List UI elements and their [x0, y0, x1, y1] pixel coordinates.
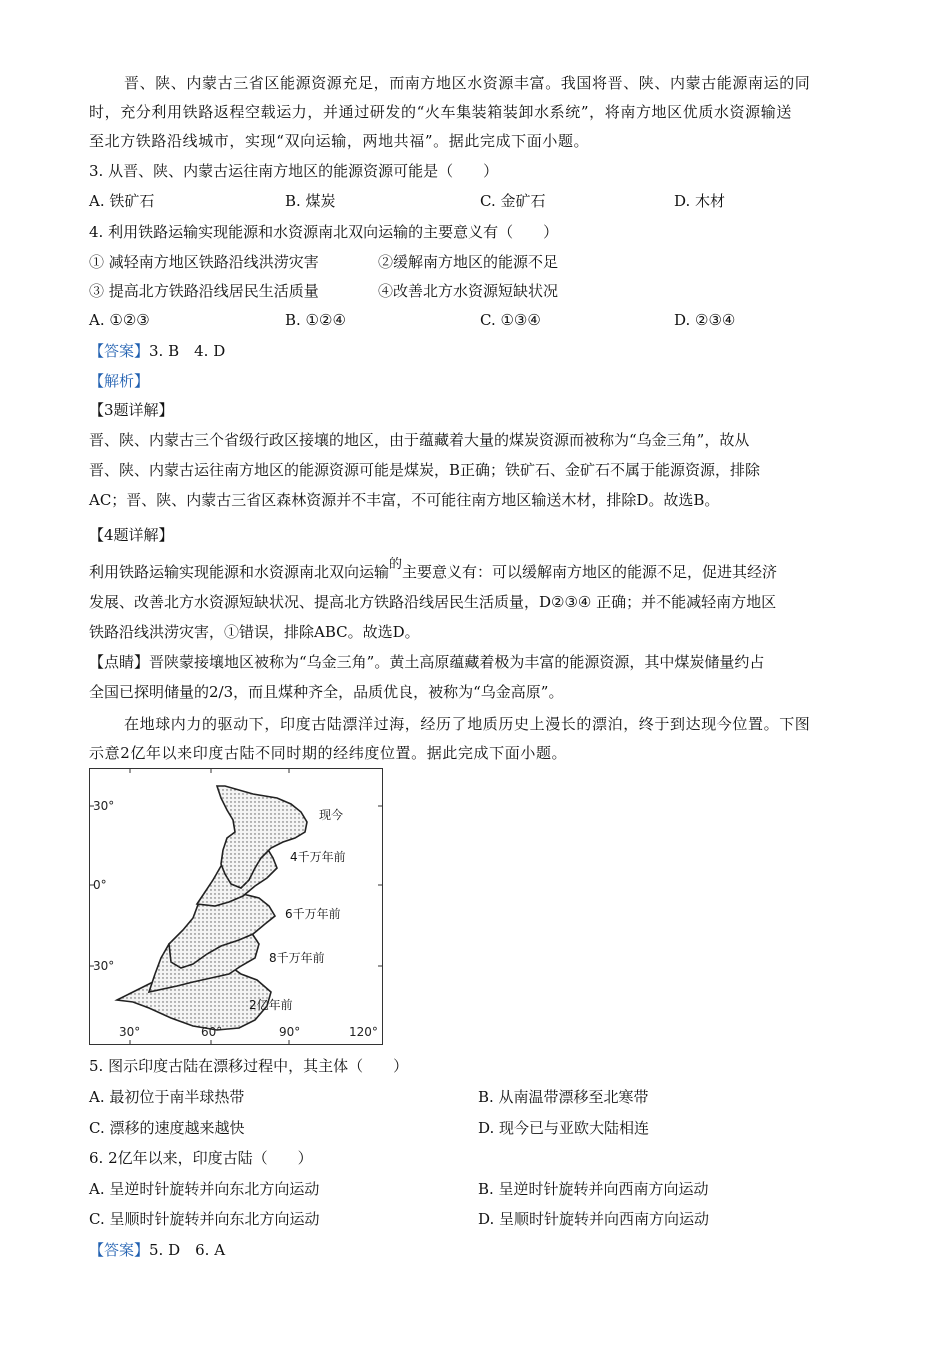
q3-stem: 3. 从晋、陕、内蒙古运往南方地区的能源资源可能是（ ）: [89, 162, 499, 180]
tip-line2: 全国已探明储量的2/3，而且煤种齐全，品质优良，被称为“乌金高原”。: [89, 683, 564, 701]
q4-option-b: B. ①②④: [285, 311, 346, 329]
q4-statement-1: ① 减轻南方地区铁路沿线洪涝灾害: [89, 253, 319, 271]
answer-tag-2: 【答案】: [89, 1241, 150, 1259]
q4-option-d: D. ②③④: [674, 311, 736, 329]
india-drift-map: [89, 768, 383, 1045]
detail4-stray-char: 的: [389, 557, 403, 572]
intro2-line2: 示意2亿年以来印度古陆不同时期的经纬度位置。据此完成下面小题。: [89, 744, 568, 762]
q4-statement-3: ③ 提高北方铁路沿线居民生活质量: [89, 282, 319, 300]
y-tick-0: 0°: [93, 878, 107, 892]
x-tick-120e: 120°: [349, 1025, 378, 1039]
q5-stem: 5. 图示印度古陆在漂移过程中，其主体（ ）: [89, 1057, 409, 1075]
q5-option-c: C. 漂移的速度越来越快: [89, 1119, 245, 1137]
x-tick-90e: 90°: [279, 1025, 301, 1039]
q3-option-a: A. 铁矿石: [89, 192, 155, 210]
q6-option-a: A. 呈逆时针旋转并向东北方向运动: [89, 1180, 320, 1198]
q5-option-b: B. 从南温带漂移至北寒带: [478, 1088, 649, 1106]
q4-option-a: A. ①②③: [89, 311, 150, 329]
q4-option-c: C. ①③④: [480, 311, 541, 329]
q3-option-b: B. 煤炭: [285, 192, 336, 210]
detail4-line3: 铁路沿线洪涝灾害，①错误，排除ABC。故选D。: [89, 623, 420, 641]
q3-option-c: C. 金矿石: [480, 192, 546, 210]
label-40ma: 4千万年前: [290, 850, 346, 864]
intro1-line2: 时，充分利用铁路返程空载运力，并通过研发的“火车集装箱装卸水系统”，将南方地区优质水资源输送: [89, 103, 792, 121]
q3-option-d: D. 木材: [674, 192, 726, 210]
answer-tag: 【答案】: [89, 342, 150, 360]
detail3-line2: 晋、陕、内蒙古运往南方地区的能源资源可能是煤炭，B正确；铁矿石、金矿石不属于能源资源，排除: [89, 461, 761, 479]
intro1-line3: 至北方铁路沿线城市，实现“双向运输，两地共福”。据此完成下面小题。: [89, 132, 590, 150]
detail4-title: 【4题详解】: [89, 526, 174, 544]
x-tick-30e: 30°: [119, 1025, 141, 1039]
q5-option-d: D. 现今已与亚欧大陆相连: [478, 1119, 650, 1137]
detail4-line1-part2: 主要意义有：可以缓解南方地区的能源不足，促进其经济: [402, 563, 778, 581]
tip-tag: 【点睛】: [89, 653, 150, 671]
q4-statement-4: ④改善北方水资源短缺状况: [378, 282, 559, 300]
x-tick-60e: 60°: [201, 1025, 223, 1039]
y-tick-30n: 30°: [93, 799, 115, 813]
intro2-line1: 在地球内力的驱动下，印度古陆漂洋过海，经历了地质历史上漫长的漂泊，终于到达现今位置。下图: [124, 715, 811, 733]
answer-line-2: [89, 1240, 225, 1260]
detail3-line3: AC；晋、陕、内蒙古三省区森林资源并不丰富，不可能往南方地区输送木材，排除D。故选B。: [89, 491, 720, 509]
intro1-line1: 晋、陕、内蒙古三省区能源资源充足，而南方地区水资源丰富。我国将晋、陕、内蒙古能源南运的同: [124, 74, 811, 92]
q5-option-a: A. 最初位于南半球热带: [89, 1088, 245, 1106]
tip-text-1: 晋陕蒙接壤地区被称为“乌金三角”。黄土高原蕴藏着极为丰富的能源资源，其中煤炭储量约占: [149, 653, 765, 671]
label-80ma: 8千万年前: [269, 951, 325, 965]
label-present: 现今: [319, 808, 344, 822]
label-200ma: 2亿年前: [249, 998, 293, 1012]
analysis-tag: 【解析】: [89, 372, 150, 390]
q6-option-c: C. 呈顺时针旋转并向东北方向运动: [89, 1210, 320, 1228]
q6-option-b: B. 呈逆时针旋转并向西南方向运动: [478, 1180, 709, 1198]
q6-stem: 6. 2亿年以来，印度古陆（ ）: [89, 1149, 313, 1167]
q4-stem: 4. 利用铁路运输实现能源和水资源南北双向运输的主要意义有（ ）: [89, 223, 559, 241]
detail3-title: 【3题详解】: [89, 401, 174, 419]
detail4-line1-part1: 利用铁路运输实现能源和水资源南北双向运输: [89, 563, 390, 581]
detail4-line2: 发展、改善北方水资源短缺状况、提高北方铁路沿线居民生活质量，D②③④ 正确；并不能减轻南方地区: [89, 593, 777, 611]
y-tick-30s: 30°: [93, 959, 115, 973]
q6-option-d: D. 呈顺时针旋转并向西南方向运动: [478, 1210, 710, 1228]
detail4-line1: [89, 557, 778, 584]
q4-statement-2: ②缓解南方地区的能源不足: [378, 253, 559, 271]
label-60ma: 6千万年前: [285, 907, 341, 921]
answer-line-1: [89, 341, 225, 361]
detail3-line1: 晋、陕、内蒙古三个省级行政区接壤的地区，由于蕴藏着大量的煤炭资源而被称为“乌金三角”，故从: [89, 431, 750, 449]
tip-line1: [89, 652, 764, 672]
answer-text-2: 5. D 6. A: [149, 1241, 226, 1259]
answer-text: 3. B 4. D: [149, 342, 226, 360]
